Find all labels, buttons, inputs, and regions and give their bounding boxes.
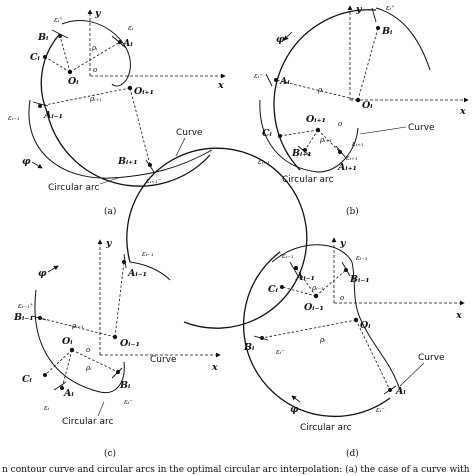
epsilon-label: εᵢ⁺: [54, 16, 63, 24]
center-point: [113, 335, 117, 339]
figure-caption: n contour curve and circular arcs in the optimal circular arc interpolation: (a) the case of a curve with: [2, 465, 470, 475]
radius-line: [305, 130, 318, 150]
leader-line: [176, 138, 185, 156]
point-marker: [43, 55, 47, 59]
direction-arrow: [32, 162, 42, 168]
point-a-prev-label: Aᵢ₋₁: [44, 110, 63, 121]
center-point: [316, 128, 320, 132]
point-a-prev-label: Aᵢ₋₁: [296, 272, 315, 283]
center-i-label: Oᵢ: [62, 336, 73, 347]
point-a-i-label: Aᵢ: [64, 388, 74, 399]
tick-mark: [384, 386, 396, 394]
radius-line: [115, 262, 124, 337]
rho-i-label: ρᵢ: [92, 44, 98, 52]
rho-i-label: ρᵢ: [86, 364, 92, 372]
radius-line: [62, 350, 72, 388]
center-point: [68, 70, 72, 74]
epsilon-label: εᵢ₋₁: [356, 254, 368, 262]
point-b-i-label: Bᵢ: [120, 380, 131, 391]
point-a-i-label: Aᵢ: [123, 38, 133, 49]
epsilon-label: εᵢ₋₁⁺: [18, 302, 34, 310]
tick-mark: [146, 160, 154, 172]
x-axis-label: x: [218, 80, 224, 91]
center-i-label: Oᵢ: [360, 320, 371, 331]
leader-line: [98, 402, 104, 416]
radius-line: [130, 88, 150, 165]
radius-line: [280, 130, 318, 136]
rho-i-label: ρᵢ: [320, 336, 326, 344]
curve-label: Curve: [418, 353, 445, 363]
x-axis-label: x: [456, 310, 462, 321]
curve-label: Curve: [176, 128, 203, 138]
leader-line: [360, 127, 406, 134]
rho-prev-label: ρᵢ₋₁: [72, 322, 85, 330]
point-marker: [376, 26, 380, 30]
radius-line: [358, 28, 378, 100]
contour-curve: [376, 8, 430, 70]
phi-label: φ: [276, 34, 285, 45]
rho-next-label: ρᵢ₊₁: [320, 136, 333, 144]
panel-b: [254, 4, 468, 217]
radius-line: [45, 350, 72, 375]
point-a-prev-label: Aᵢ₋₁: [128, 268, 147, 279]
point-c-i-label: Cᵢ: [268, 284, 278, 295]
y-axis-label: y: [95, 8, 101, 19]
epsilon-label: εᵢ⁻: [376, 406, 385, 414]
panel-caption: (a): [104, 207, 117, 217]
leader-line: [400, 363, 424, 386]
epsilon-label: εᵢ₋₁: [282, 252, 294, 260]
center-next-label: Oᵢ₊₁: [134, 86, 154, 97]
center-prev-label: Oᵢ₋₁: [304, 302, 324, 313]
point-b-i-label: Bᵢ: [244, 342, 255, 353]
circular-arc: [127, 148, 307, 328]
center-point: [314, 294, 318, 298]
origin-label: o: [86, 346, 91, 354]
radius-line: [72, 350, 118, 372]
point-marker: [280, 285, 284, 289]
epsilon-label: εᵢ: [128, 24, 134, 32]
center-prev-label: Oᵢ₋₁: [120, 338, 140, 349]
radius-line: [262, 320, 356, 338]
phi-label: φ: [38, 268, 47, 279]
panel-d: [243, 238, 464, 459]
epsilon-label: εᵢ₊₁⁻: [146, 177, 162, 185]
epsilon-label: εᵢ₊₁: [346, 154, 358, 162]
origin-label: o: [340, 294, 345, 302]
y-axis-label: y: [106, 238, 112, 249]
x-axis-label: x: [460, 106, 466, 117]
center-i-label: Oᵢ: [68, 76, 79, 87]
direction-arrow: [48, 266, 58, 272]
point-a-i-label: Aᵢ: [280, 76, 290, 87]
epsilon-label: εᵢ₋₁: [142, 250, 154, 258]
epsilon-label: εᵢ⁻: [254, 72, 263, 80]
radius-line: [40, 88, 130, 106]
rho-i-label: ρᵢ: [318, 86, 324, 94]
epsilon-label: εᵢ⁻: [276, 348, 285, 356]
point-marker: [274, 78, 278, 82]
arc-label: Circular arc: [300, 423, 352, 433]
arc-label: Circular arc: [62, 417, 114, 427]
point-b-prev-label: Bᵢ₋₁: [350, 274, 370, 285]
point-marker: [278, 134, 282, 138]
point-c-i-label: Cᵢ: [262, 128, 272, 139]
panel-caption: (d): [346, 449, 359, 459]
point-c-i-label: Cᵢ: [30, 52, 40, 63]
center-point: [356, 98, 360, 102]
epsilon-label: εᵢ: [44, 404, 50, 412]
origin-label: o: [93, 66, 98, 74]
center-i-label: Oᵢ: [362, 100, 373, 111]
point-b-i-label: Bᵢ: [382, 26, 393, 37]
point-b-prev-label: Bᵢ₋₁: [14, 312, 34, 323]
arc-label: Circular arc: [48, 183, 100, 193]
epsilon-label: εᵢ⁻: [124, 398, 133, 406]
epsilon-label: εᵢ⁺: [386, 4, 395, 12]
point-c-i-label: Cᵢ: [22, 374, 32, 385]
epsilon-label: εᵢ₊₁: [258, 158, 270, 166]
center-point: [70, 348, 74, 352]
direction-arrow: [292, 396, 300, 402]
origin-label: o: [338, 120, 343, 128]
center-point: [354, 318, 358, 322]
epsilon-label: εᵢ₊₁: [352, 140, 364, 148]
point-a-next-label: Aᵢ₊₁: [338, 162, 357, 173]
curve-label: Curve: [150, 355, 177, 365]
panel-c: [13, 148, 307, 459]
panel-caption: (c): [104, 449, 117, 459]
panel-a: [8, 8, 225, 217]
point-marker: [43, 373, 47, 377]
rho-next-label: ρᵢ₊₁: [90, 95, 103, 103]
arc-label: Circular arc: [282, 175, 334, 185]
tick-mark: [342, 262, 350, 276]
phi-label: φ: [290, 404, 299, 415]
rho-prev-label: ρᵢ₋₁: [312, 284, 325, 292]
radius-line: [316, 270, 346, 296]
y-axis-label: y: [356, 4, 362, 15]
panel-caption: (b): [346, 207, 359, 217]
center-point: [128, 86, 132, 90]
direction-arrow: [284, 32, 292, 40]
x-axis-label: x: [212, 362, 218, 373]
point-b-i-label: Bᵢ: [38, 32, 49, 43]
tick-mark: [266, 74, 272, 86]
contour-curve: [35, 290, 124, 393]
curve-label: Curve: [408, 123, 435, 133]
epsilon-label: εᵢ₋₁: [8, 114, 20, 122]
radius-line: [45, 57, 70, 72]
center-next-label: Oᵢ₊₁: [306, 114, 326, 125]
point-a-i-label: Aᵢ: [396, 386, 406, 397]
point-b-next-label: Bᵢ₊₁: [118, 156, 138, 167]
y-axis-label: y: [340, 238, 346, 249]
tick-mark: [336, 146, 346, 158]
point-b-next-label: Bᵢ₊₁: [292, 148, 312, 159]
phi-label: φ: [22, 156, 31, 167]
